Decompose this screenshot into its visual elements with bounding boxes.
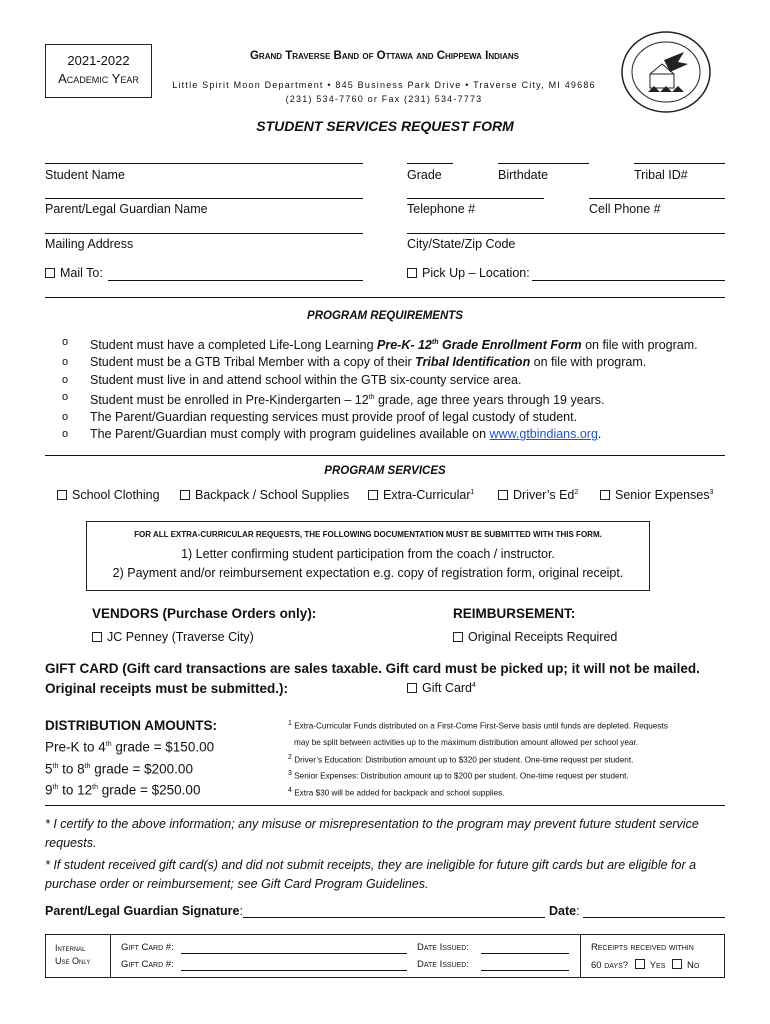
reimbursement-receipts-option[interactable]: Original Receipts Required (453, 630, 617, 644)
list-item: o Student must be enrolled in Pre-Kindergarten – 12th grade, age three years through 19 years. (62, 390, 605, 407)
footnote: $^4$ Extra $30 will be added for backpack and school supplies. (288, 787, 505, 798)
date-issued-line[interactable] (481, 970, 569, 971)
checkbox[interactable] (180, 490, 190, 500)
tribal-seal-logo (618, 30, 714, 114)
cell-phone-label: Cell Phone # (589, 202, 661, 216)
grade-line[interactable] (407, 163, 453, 164)
list-item: o The Parent/Guardian requesting services must provide proof of legal custody of student. (62, 410, 578, 425)
student-name-line[interactable] (45, 163, 363, 164)
signature-label: Parent/Legal Guardian Signature: (45, 904, 243, 918)
receipts-options: 60 days? Yes No (591, 960, 700, 971)
distribution-title: DISTRIBUTION AMOUNTS: (45, 718, 217, 733)
grade-label: Grade (407, 168, 442, 182)
section-divider (45, 805, 725, 806)
gift-card-number-line[interactable] (181, 953, 407, 954)
list-item: o Student must be a GTB Tribal Member with a copy of their Tribal Identification on file with program. (62, 355, 647, 370)
birthdate-line[interactable] (498, 163, 589, 164)
list-item: o Student must live in and attend school within the GTB six-county service area. (62, 372, 522, 387)
academic-year: 2021-2022 (67, 53, 130, 68)
footnote: may be split between activities up to the maximum distribution amount allowed per school year. (294, 738, 639, 747)
list-item: o The Parent/Guardian must comply with program guidelines available on www.gtbindians.org. (62, 427, 602, 442)
city-state-zip-line[interactable] (407, 233, 725, 234)
mail-to-label: Mail To: (60, 266, 103, 280)
service-school-clothing[interactable]: School Clothing (57, 488, 160, 502)
yes-checkbox[interactable] (635, 959, 645, 969)
mailing-address-line[interactable] (45, 233, 363, 234)
documentation-box (86, 521, 650, 591)
pick-up-checkbox[interactable] (407, 268, 417, 278)
signature-line[interactable] (243, 917, 545, 918)
service-senior-expenses[interactable]: Senior Expenses$^3$ (600, 488, 713, 502)
organization-name: Grand Traverse Band of Ottawa and Chippewa Indians (249, 50, 519, 62)
checkbox[interactable] (368, 490, 378, 500)
documentation-heading: FOR ALL EXTRA-CURRICULAR REQUESTS, THE FOLLOWING DOCUMENTATION MUST BE SUBMITTED WITH THIS FORM. (134, 530, 602, 539)
checkbox[interactable] (407, 683, 417, 693)
documentation-item-1: 1) Letter confirming student participation from the coach / instructor. (181, 547, 555, 561)
gift-card-receipt-note: * If student received gift card(s) and did not submit receipts, they are ineligible for future gift cards but are eligible for a purchase order or reimbursement; see Gift Card Program Guidelines. (45, 858, 697, 891)
guardian-name-label: Parent/Legal Guardian Name (45, 202, 208, 216)
vendor-jcpenney-option[interactable]: JC Penney (Traverse City) (92, 630, 254, 644)
distribution-row: Pre-K to 4th grade = $150.00 (45, 739, 215, 755)
date-line[interactable] (583, 917, 725, 918)
mailing-address-label: Mailing Address (45, 237, 134, 251)
internal-use-box (45, 934, 725, 978)
gift-card-title: GIFT CARD (Gift card transactions are sales taxable. Gift card must be picked up; it will not be mailed. (45, 661, 700, 676)
gtbindians-link[interactable]: www.gtbindians.org (489, 427, 598, 442)
checkbox[interactable] (600, 490, 610, 500)
receipts-question: Receipts received within (591, 942, 694, 953)
pick-up-option[interactable] (407, 266, 530, 280)
documentation-item-2: 2) Payment and/or reimbursement expectation e.g. copy of registration form, original receipt. (112, 566, 624, 580)
list-item: o Student must have a completed Life-Long Learning Pre-K- 12th Grade Enrollment Form on file with program. (62, 336, 698, 353)
student-name-label: Student Name (45, 168, 125, 182)
gift-card-number-line[interactable] (181, 970, 407, 971)
date-issued-line[interactable] (481, 953, 569, 954)
no-checkbox[interactable] (672, 959, 682, 969)
checkbox[interactable] (57, 490, 67, 500)
program-requirements-title: PROGRAM REQUIREMENTS (307, 310, 463, 322)
vendors-title: VENDORS (Purchase Orders only): (92, 606, 317, 621)
requirements-list (62, 334, 742, 444)
checkbox[interactable] (453, 632, 463, 642)
form-title: STUDENT SERVICES REQUEST FORM (256, 118, 514, 134)
footnote: $^1$ Extra-Curricular Funds distributed on a First-Come First-Serve basis until funds are depleted. Requests (288, 720, 668, 731)
address-line: Little Spirit Moon Department • 845 Business Park Drive • Traverse City, MI 49686 (172, 80, 596, 90)
city-state-zip-label: City/State/Zip Code (407, 237, 516, 251)
academic-year-label: Academic Year (58, 71, 139, 86)
distribution-row: 9th to 12th grade = $250.00 (45, 782, 201, 798)
organization-address (158, 78, 610, 106)
gift-card-note: Original receipts must be submitted.): (45, 681, 289, 696)
service-extra-curricular[interactable]: Extra-Curricular$^1$ (368, 488, 474, 502)
service-drivers-ed[interactable]: Driver’s Ed$^2$ (498, 488, 578, 502)
guardian-name-line[interactable] (45, 198, 363, 199)
mail-to-option[interactable] (45, 266, 103, 280)
tribal-id-line[interactable] (634, 163, 725, 164)
distribution-amounts (45, 716, 217, 800)
service-backpack[interactable]: Backpack / School Supplies (180, 488, 349, 502)
section-divider (45, 455, 725, 456)
reimbursement-title: REIMBURSEMENT: (453, 606, 576, 621)
distribution-row: 5th to 8th grade = $200.00 (45, 761, 193, 776)
section-divider (45, 297, 725, 298)
tribal-id-label: Tribal ID# (634, 168, 688, 182)
birthdate-label: Birthdate (498, 168, 549, 182)
internal-use-label: Internal Use Only (46, 935, 111, 977)
footnote: $^2$ Driver’s Education: Distribution amount up to $320 per student. One-time request per student. (288, 754, 634, 765)
phone-line: (231) 534-7760 or Fax (231) 534-7773 (285, 94, 483, 104)
pick-up-label: Pick Up – Location: (422, 266, 530, 280)
gift-card-option[interactable]: Gift Card$^4$ (407, 681, 476, 695)
mail-to-line[interactable] (108, 280, 363, 281)
checkbox[interactable] (498, 490, 508, 500)
footnote: $^3$ Senior Expenses: Distribution amount up to $200 per student. One-time request per student. (288, 770, 629, 781)
telephone-label: Telephone # (407, 202, 476, 216)
certification-text: * I certify to the above information; any misuse or misrepresentation to the program may prevent future student service requests. (45, 817, 699, 850)
academic-year-box (45, 44, 152, 98)
pick-up-line[interactable] (532, 280, 725, 281)
checkbox[interactable] (92, 632, 102, 642)
cell-phone-line[interactable] (589, 198, 725, 199)
internal-gift-card-fields: Gift Card #: Date Issued: Gift Card #: Date Issued: (111, 935, 581, 977)
program-services-title: PROGRAM SERVICES (324, 465, 446, 477)
date-label: Date: (549, 904, 580, 918)
telephone-line[interactable] (407, 198, 544, 199)
mail-to-checkbox[interactable] (45, 268, 55, 278)
